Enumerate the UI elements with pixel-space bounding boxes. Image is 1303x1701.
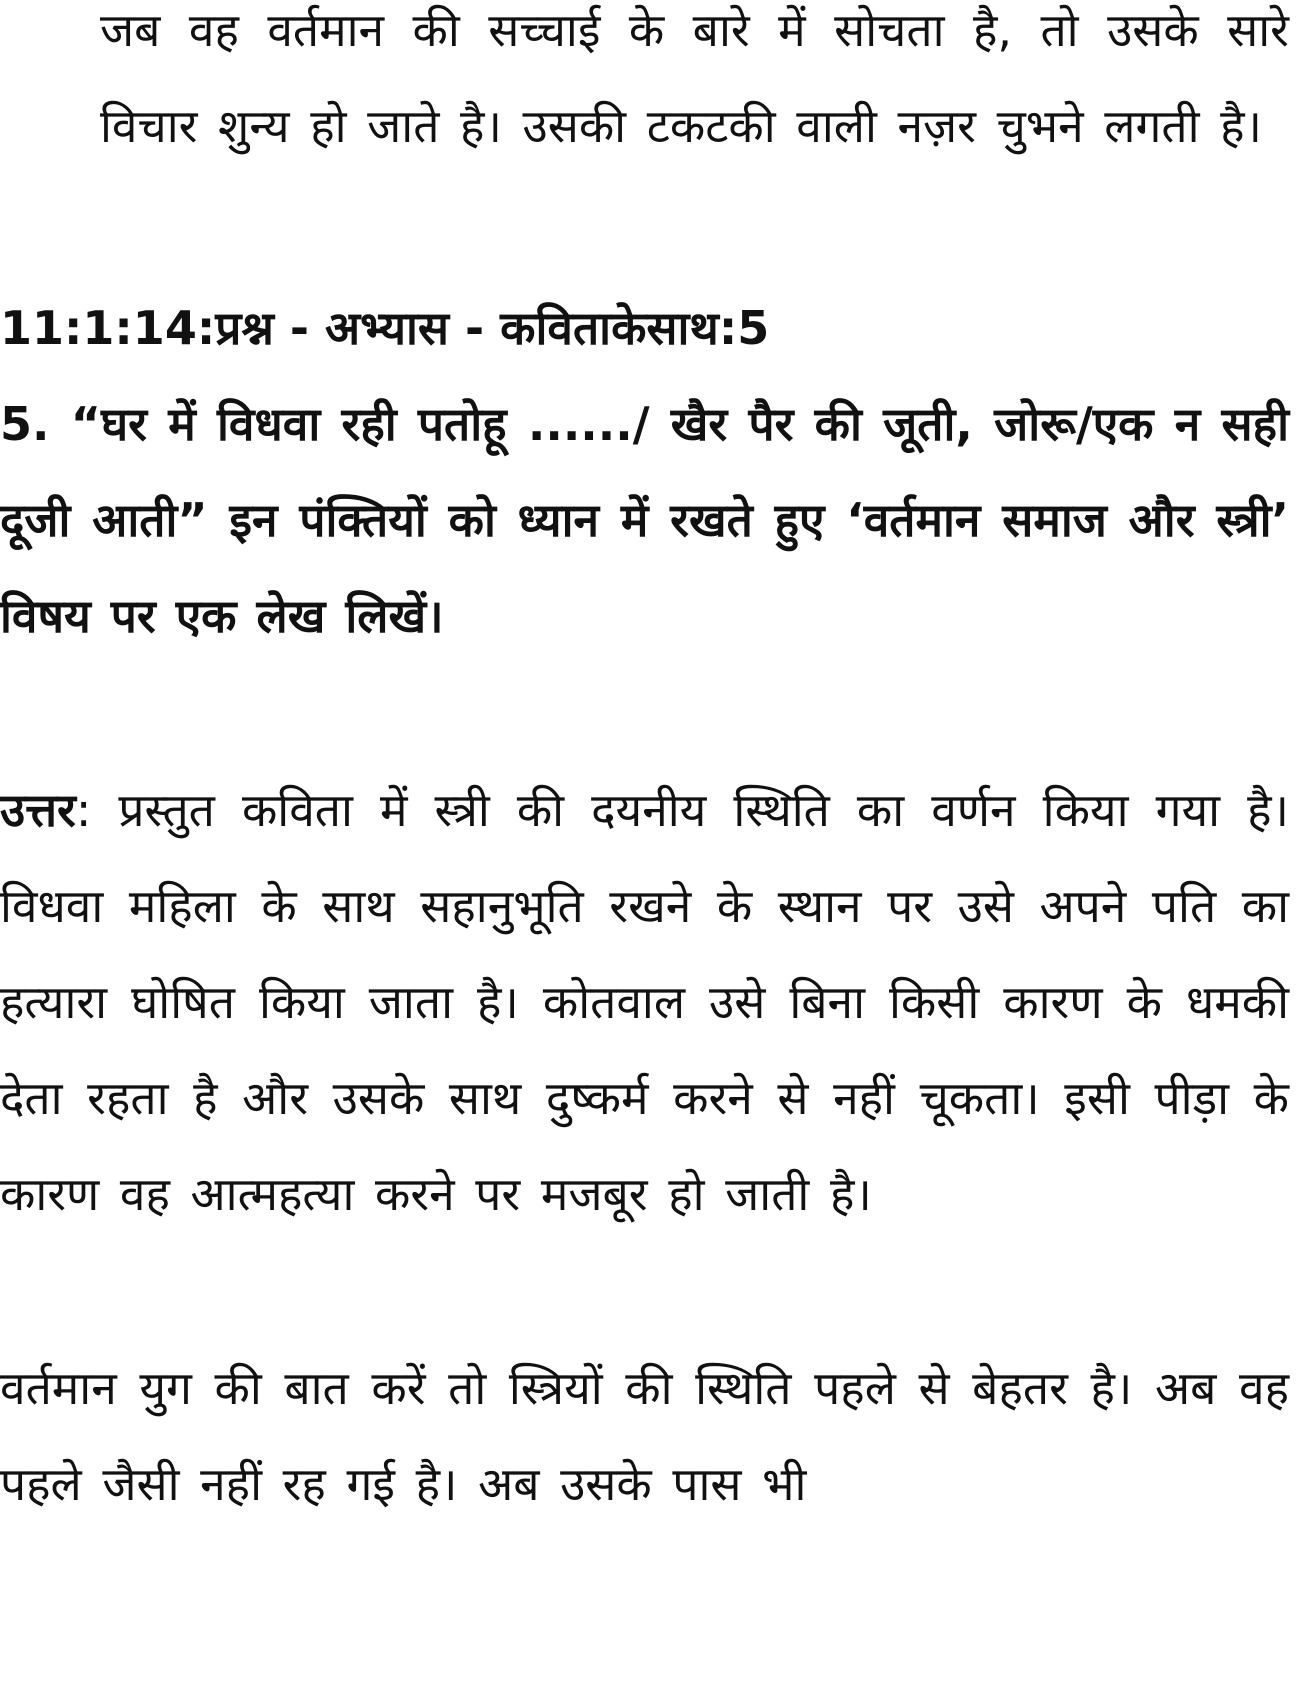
intro-paragraph: जब वह वर्तमान की सच्चाई के बारे में सोचता है, तो उसके सारे विचार शुन्य हो जाते है। उसकी टकटकी वाली नज़र चुभने लगती है। <box>100 3 1289 153</box>
answer-text: : प्रस्तुत कविता में स्त्री की दयनीय स्थिति का वर्णन किया गया है। विधवा महिला के साथ सहानुभूति रखने के स्थान पर उसे अपने पति का हत्यारा घोषित किया जाता है। कोतवाल उसे बिना किसी कारण के धमकी देता रहता है और उसके साथ दुष्कर्म करने से नहीं चूकता। इसी पीड़ा के कारण वह आत्महत्या करने पर मजबूर हो जाती है। <box>0 783 1289 1221</box>
continuation-paragraph: वर्तमान युग की बात करें तो स्त्रियों की स्थिति पहले से बेहतर है। अब वह पहले जैसी नहीं रह गई है। अब उसके पास भी <box>0 1361 1289 1511</box>
answer-paragraph <box>0 762 1289 1242</box>
answer-label: उत्तर <box>0 783 76 837</box>
question-text: 5. “घर में विधवा रही पतोहू ....../ खैर पैर की जूती, जोरू/एक न सही दूजी आती” इन पंक्तियों को ध्यान में रखते हुए ‘वर्तमान समाज और स्त्री’ विषय पर एक लेख लिखें। <box>0 397 1289 643</box>
section-heading: 11:1:14:प्रश्न - अभ्यास - कविताकेसाथ:5 <box>0 301 770 355</box>
